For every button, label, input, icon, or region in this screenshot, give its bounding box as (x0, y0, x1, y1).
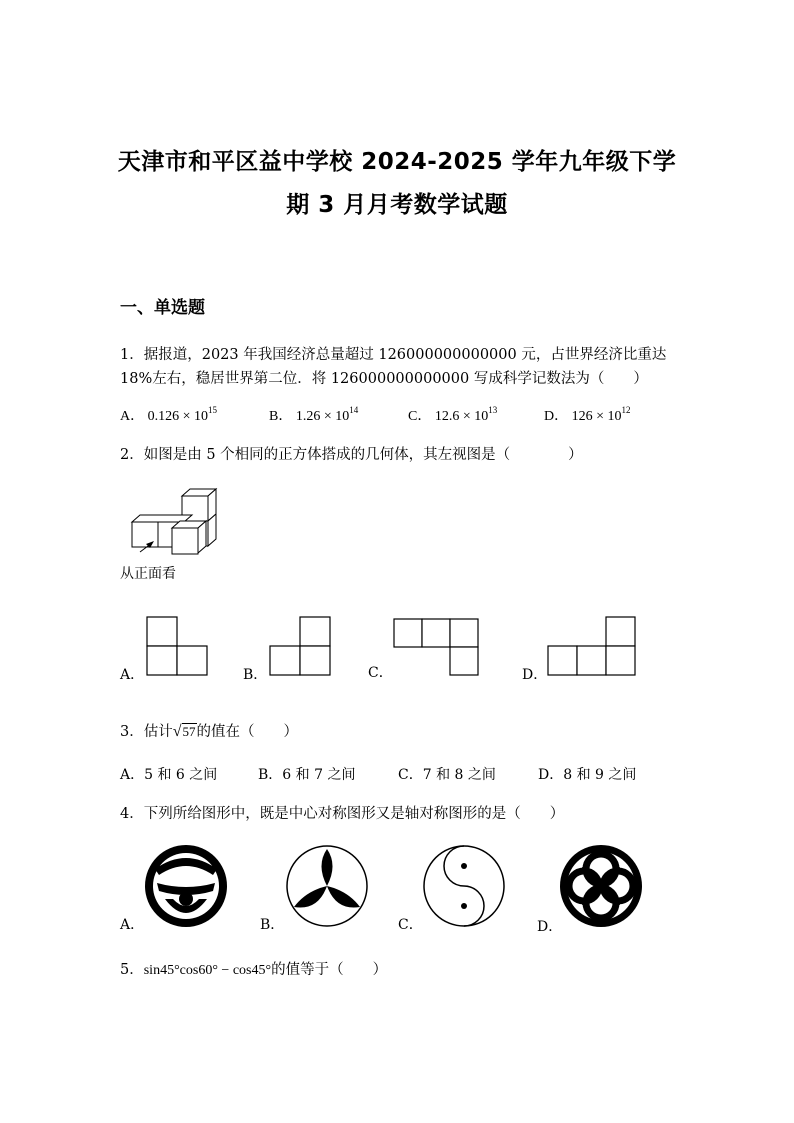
q2-option-d-label[interactable]: D． (522, 667, 548, 683)
q1-option-a[interactable]: A． $0.126 \times 10^{15}$ (120, 405, 218, 424)
q3-option-b[interactable]: B．6 和 7 之间 (258, 767, 356, 783)
sqrt-radicand: 57 (182, 724, 196, 739)
question-4-text: 4．下列所给图形中，既是中心对称图形又是轴对称图形的是（ ） (120, 806, 565, 822)
q2-option-a-label[interactable]: A． (120, 667, 145, 683)
q2-option-d-figure[interactable] (546, 615, 638, 677)
question-2-text: 2．如图是由 5 个相同的正方体搭成的几何体，其左视图是（ ） (120, 447, 583, 463)
q4-option-d-figure[interactable] (558, 843, 644, 929)
q3-option-a[interactable]: A．5 和 6 之间 (120, 767, 218, 783)
q2-option-a-figure[interactable] (145, 615, 209, 677)
q4-option-c-figure[interactable] (421, 843, 507, 929)
question-3-text: 3．估计√57的值在（ ） (120, 723, 299, 740)
q4-option-a-label[interactable]: A． (120, 917, 145, 933)
q5-expression: sin45°cos60° − cos45° (143, 963, 272, 978)
q4-option-a-figure[interactable] (143, 843, 229, 929)
figure-caption: 从正面看 (120, 566, 176, 582)
cube-stack-figure (118, 486, 228, 558)
question-1-line1: 1．据报道，2023 年我国经济总量超过 126000000000000 元，占世界经济比重达 (120, 347, 667, 363)
q3-option-d[interactable]: D．8 和 9 之间 (538, 767, 637, 783)
q2-option-b-label[interactable]: B． (243, 667, 268, 683)
q4-option-c-label[interactable]: C． (398, 917, 423, 933)
q1-option-c[interactable]: C． $12.6 \times 10^{13}$ (408, 405, 498, 424)
section-heading: 一、单选题 (120, 298, 205, 318)
q4-option-d-label[interactable]: D． (537, 919, 563, 935)
question-5-text: 5．sin45°cos60° − cos45°的值等于（ ） (120, 962, 388, 978)
question-1-line2: 18%左右，稳居世界第二位．将 126000000000000 写成科学记数法为（ ） (120, 371, 648, 387)
q1-option-b[interactable]: B． $1.26 \times 10^{14}$ (269, 405, 359, 424)
q4-option-b-figure[interactable] (284, 843, 370, 929)
q2-option-c-label[interactable]: C． (368, 665, 393, 681)
q2-option-b-figure[interactable] (268, 615, 332, 677)
q2-option-c-figure[interactable] (392, 617, 480, 677)
q3-option-c[interactable]: C．7 和 8 之间 (398, 767, 496, 783)
q4-option-b-label[interactable]: B． (260, 917, 285, 933)
q1-option-d[interactable]: D． $126 \times 10^{12}$ (544, 405, 631, 424)
page-title-line1: 天津市和平区益中学校 2024-2025 学年九年级下学 (117, 149, 677, 175)
page-title-line2: 期 3 月月考数学试题 (286, 192, 508, 218)
